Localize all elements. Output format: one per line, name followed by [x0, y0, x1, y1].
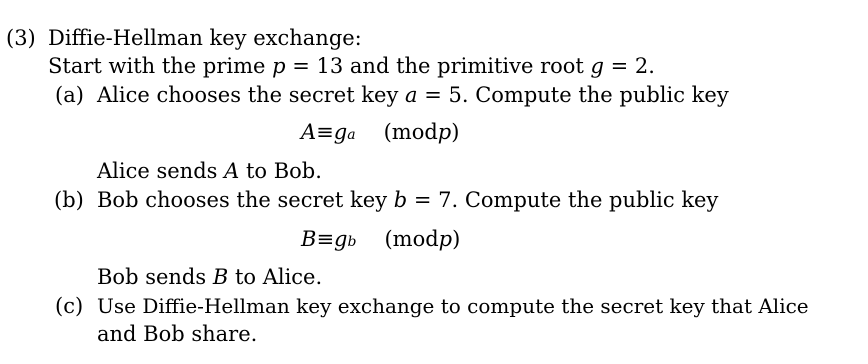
- part-a-send-var: A: [224, 159, 240, 183]
- part-a-prefix: Alice chooses the secret key: [97, 83, 405, 107]
- part-b-send-var: B: [212, 265, 229, 289]
- intro-var-p: p: [272, 54, 286, 78]
- problem-number: (3): [6, 26, 36, 50]
- intro-eq1: = 13 and the primitive root: [285, 54, 591, 78]
- part-b-label: (b): [54, 188, 84, 212]
- problem-title: Diffie-Hellman key exchange:: [48, 26, 362, 50]
- part-a-label: (a): [55, 83, 84, 107]
- eq-b-mod-open: (mod: [384, 227, 439, 251]
- part-b-equation: [301, 225, 460, 256]
- eq-a-lhs: A: [301, 120, 317, 144]
- part-b-suffix: = 7. Compute the public key: [407, 188, 719, 212]
- part-b-send: [97, 263, 322, 291]
- part-b-send-suffix: to Alice.: [228, 265, 323, 289]
- eq-b-base: g: [334, 227, 348, 251]
- part-a-text: [97, 81, 729, 109]
- eq-b-mod-close: ): [452, 227, 461, 251]
- eq-a-rel: ≡: [316, 120, 334, 144]
- part-a-var: a: [405, 83, 418, 107]
- eq-b-rel: ≡: [316, 227, 335, 251]
- eq-b-mod-var: p: [438, 227, 453, 251]
- intro-prefix: Start with the prime: [48, 54, 273, 78]
- eq-a-mod-var: p: [437, 120, 452, 144]
- intro-var-g: g: [590, 54, 604, 78]
- eq-a-mod-open: (mod: [383, 120, 438, 144]
- eq-a-mod-close: ): [451, 120, 460, 144]
- part-b-var: b: [393, 188, 408, 212]
- part-a-equation: [301, 118, 459, 149]
- intro-eq2: = 2.: [603, 54, 655, 78]
- eq-a-base: g: [333, 120, 348, 144]
- eq-a-exp: a: [347, 127, 356, 143]
- part-c-line2: and Bob share.: [97, 322, 258, 346]
- part-a-send: [97, 157, 322, 185]
- part-c-line1: Use Diffie-Hellman key exchange to compute the secret key that Alice: [97, 294, 809, 318]
- part-c-label: (c): [55, 294, 84, 318]
- part-b-send-prefix: Bob sends: [97, 265, 213, 289]
- eq-b-lhs: B: [301, 227, 317, 251]
- problem-intro: [48, 52, 655, 80]
- eq-b-exp: b: [347, 234, 357, 250]
- part-a-send-prefix: Alice sends: [97, 159, 225, 183]
- part-b-text: [97, 186, 718, 214]
- part-b-prefix: Bob chooses the secret key: [97, 188, 394, 212]
- part-a-send-suffix: to Bob.: [239, 159, 322, 183]
- part-a-suffix: = 5. Compute the public key: [417, 83, 729, 107]
